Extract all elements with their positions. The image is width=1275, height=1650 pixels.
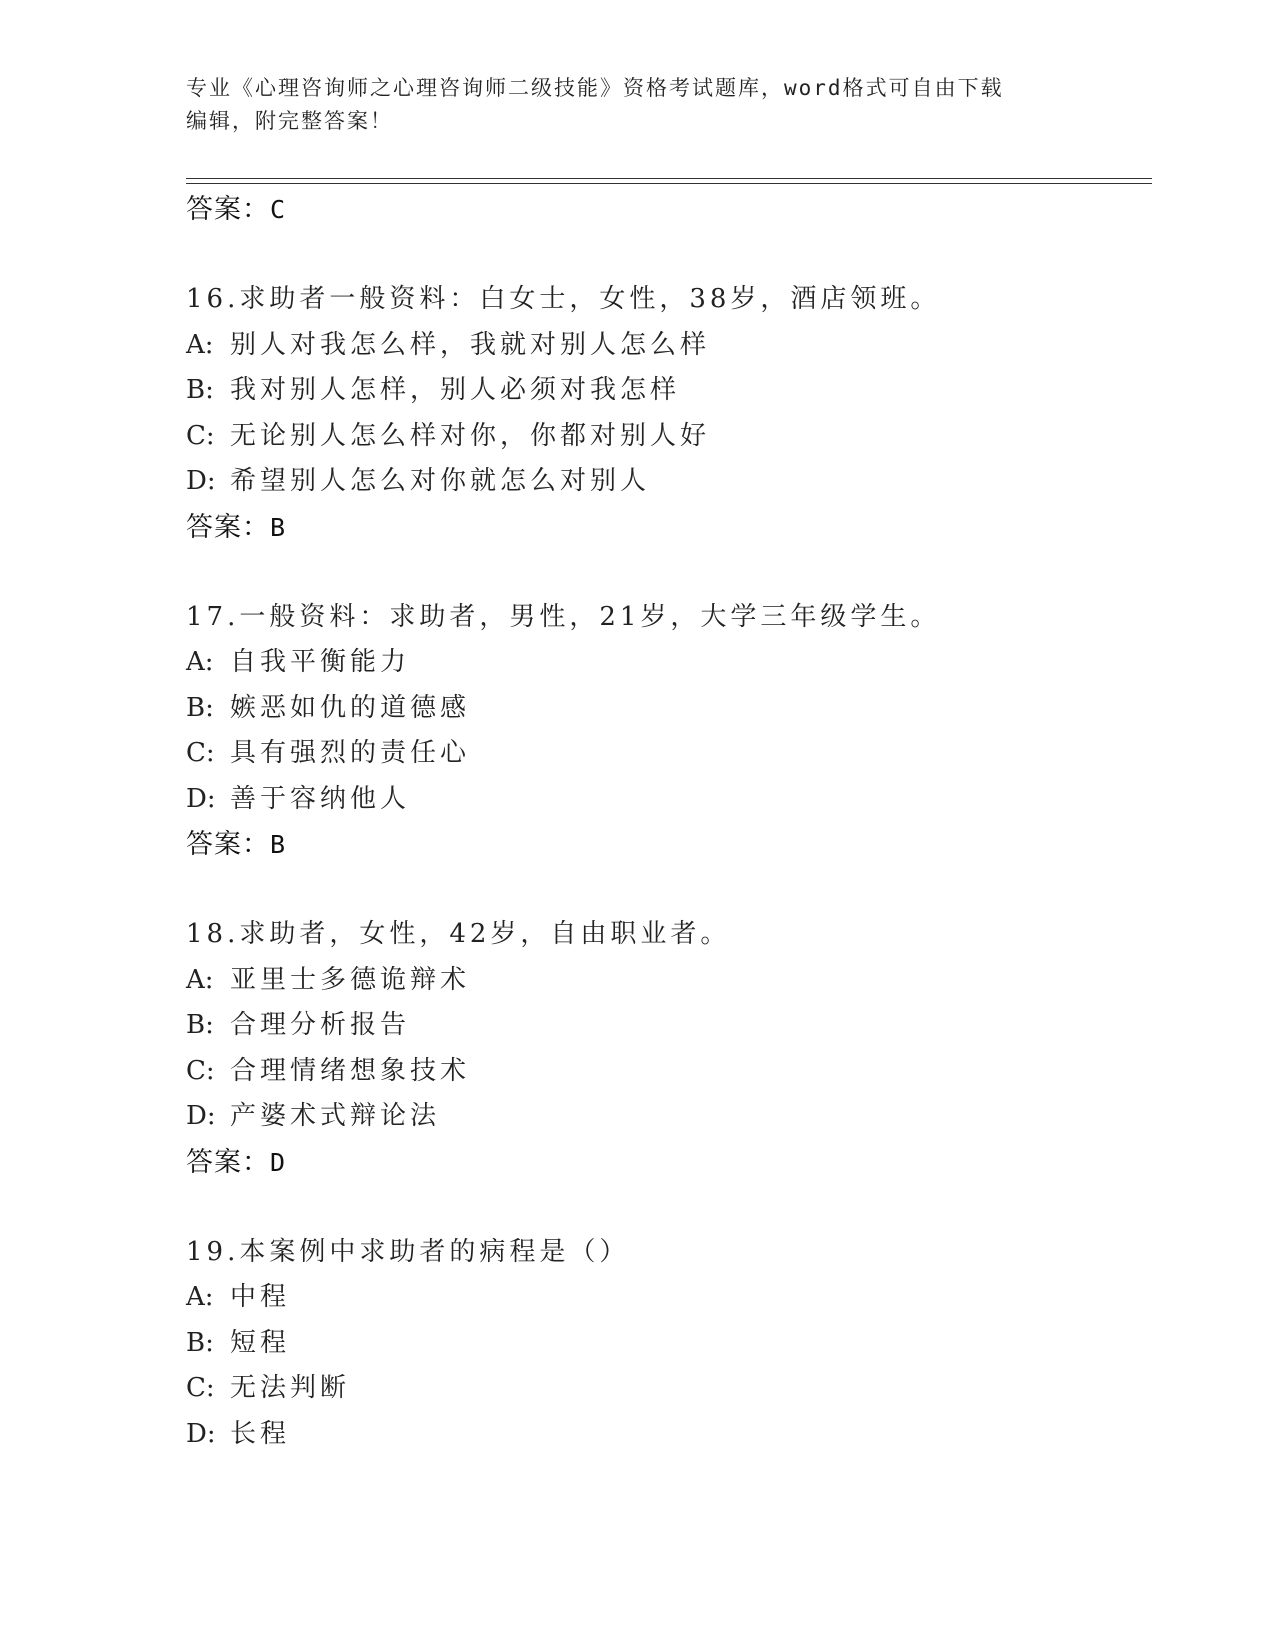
document-header [186, 72, 1066, 138]
answer-label: 答案： [186, 194, 270, 225]
option-b [186, 686, 1146, 732]
question-18 [186, 912, 1146, 1186]
option-key: C: [186, 738, 215, 768]
option-text: 合理分析报告 [230, 1010, 411, 1040]
option-key: D: [186, 1101, 216, 1131]
option-d [186, 1412, 1146, 1458]
option-text: 中程 [230, 1282, 291, 1312]
option-text: 无法判断 [230, 1373, 351, 1403]
option-text: 无论别人怎么样对你，你都对别人好 [230, 420, 711, 451]
answer-line [186, 505, 1146, 551]
answer-label: 答案： [186, 1146, 270, 1178]
option-a [186, 958, 1146, 1004]
option-key: B: [186, 692, 214, 723]
option-d [186, 1094, 1146, 1140]
option-text: 善于容纳他人 [230, 783, 411, 814]
answer-value: C [270, 195, 287, 224]
option-text: 短程 [230, 1327, 291, 1358]
option-key: A: [186, 647, 214, 677]
option-key: A: [186, 1282, 214, 1312]
option-c [186, 731, 1146, 777]
option-key: A: [186, 329, 214, 360]
answer-value: D [270, 1147, 287, 1177]
header-line-2: 编辑，附完整答案！ [186, 109, 393, 133]
answer-line [186, 1140, 1146, 1186]
answer-label: 答案： [186, 829, 270, 860]
header-divider-bottom [186, 183, 1152, 184]
question-stem: 16.求助者一般资料：白女士，女性，38岁，酒店领班。 [186, 284, 941, 314]
answer-value: B [270, 512, 287, 542]
option-text: 自我平衡能力 [230, 647, 411, 677]
option-key: D: [186, 1418, 216, 1449]
question-19 [186, 1230, 1146, 1458]
answer-line [186, 187, 1146, 233]
question-stem: 17.一般资料：求助者，男性，21岁，大学三年级学生。 [186, 601, 941, 632]
option-text: 产婆术式辩论法 [230, 1101, 441, 1131]
option-c [186, 414, 1146, 460]
question-16 [186, 277, 1146, 551]
answer-label: 答案： [186, 511, 270, 543]
answer-line [186, 822, 1146, 868]
option-a [186, 640, 1146, 686]
option-a [186, 323, 1146, 369]
option-b [186, 1003, 1146, 1049]
option-text: 长程 [230, 1418, 291, 1449]
question-17 [186, 595, 1146, 869]
option-key: D: [186, 783, 216, 814]
option-key: C: [186, 1373, 215, 1403]
option-a [186, 1275, 1146, 1321]
answer-value: B [270, 830, 287, 859]
option-text: 我对别人怎样，别人必须对我怎样 [230, 375, 681, 405]
option-c [186, 1366, 1146, 1412]
option-key: C: [186, 420, 215, 451]
option-text: 亚里士多德诡辩术 [230, 964, 471, 995]
header-divider-top [186, 178, 1152, 179]
option-b [186, 1321, 1146, 1367]
option-key: C: [186, 1055, 215, 1086]
option-key: A: [186, 964, 214, 995]
option-key: B: [186, 375, 214, 405]
option-key: B: [186, 1327, 214, 1358]
question-stem: 19.本案例中求助者的病程是（） [186, 1236, 630, 1267]
option-text: 嫉恶如仇的道德感 [230, 692, 471, 723]
option-text: 合理情绪想象技术 [230, 1055, 471, 1086]
option-text: 具有强烈的责任心 [230, 738, 471, 768]
option-c [186, 1049, 1146, 1095]
option-d [186, 777, 1146, 823]
option-key: D: [186, 466, 216, 496]
option-b [186, 368, 1146, 414]
question-stem: 18.求助者，女性，42岁，自由职业者。 [186, 919, 731, 949]
option-text: 别人对我怎么样，我就对别人怎么样 [230, 329, 711, 360]
option-text: 希望别人怎么对你就怎么对别人 [230, 466, 651, 496]
option-key: B: [186, 1010, 214, 1040]
question-list [186, 187, 1146, 1457]
header-line-1: 专业《心理咨询师之心理咨询师二级技能》资格考试题库，word格式可自由下载 [186, 76, 1004, 100]
option-d [186, 459, 1146, 505]
